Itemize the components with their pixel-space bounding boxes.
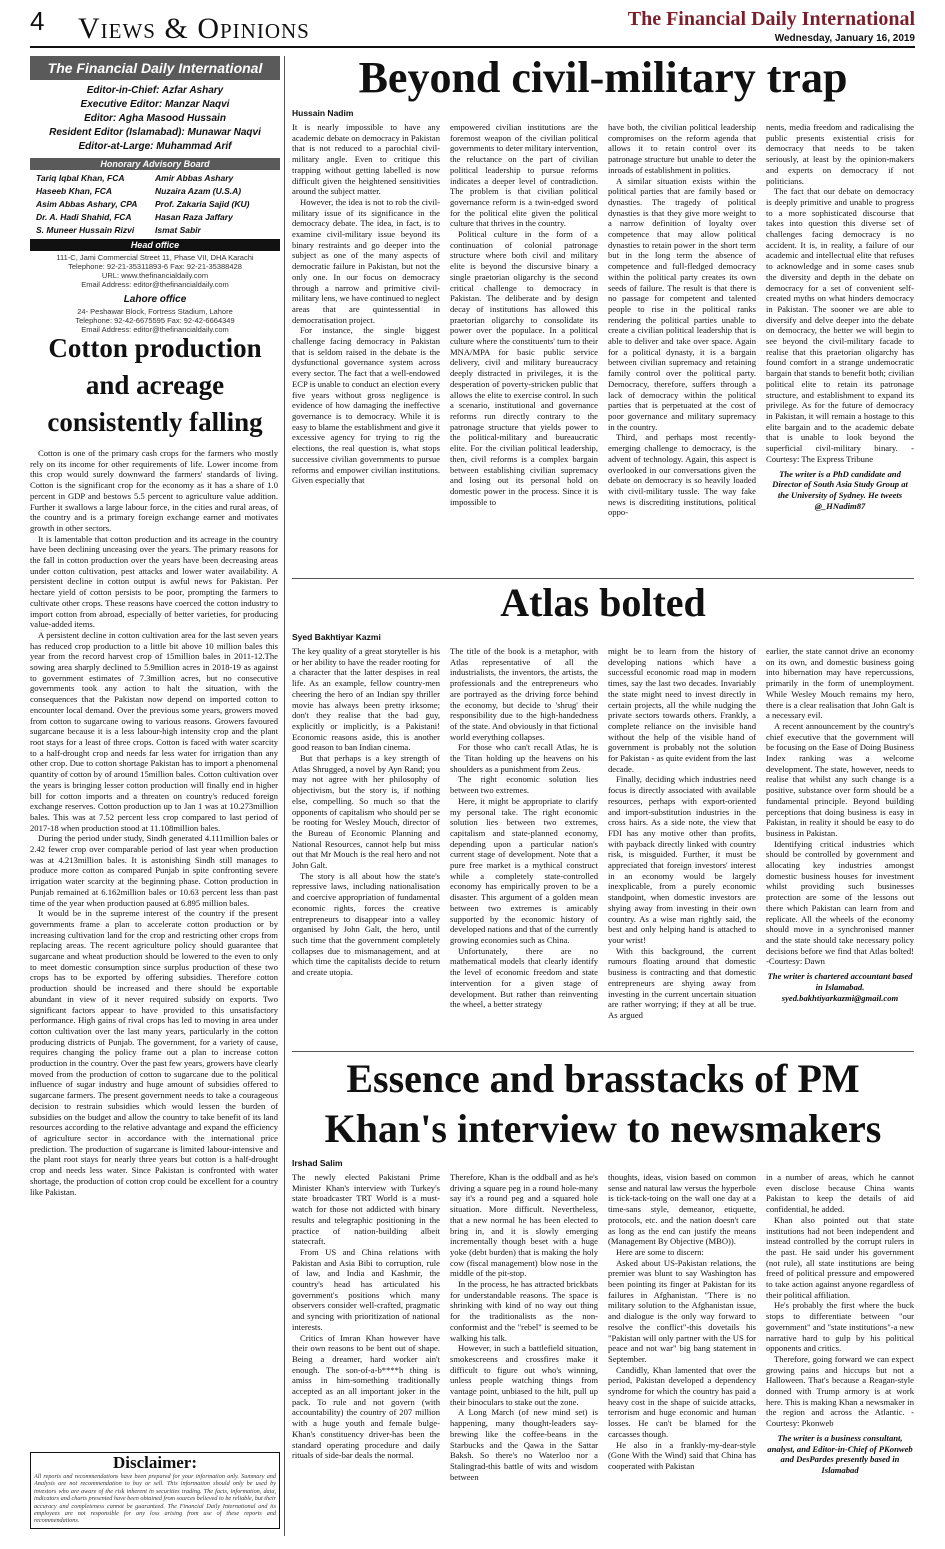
address-line: 24- Peshawar Block, Fortress Stadium, Lahore [77, 307, 233, 316]
paragraph: Candidly, Khan lamented that over the period, Pakistan developed a dependency syndrome for which the country has paid a heavy cost in the shape of suicide attacks, terrorism and huge economic and human losses. He can't be blamed for the carcasses though. [608, 1364, 756, 1439]
paragraph: For those who can't recall Atlas, he is the Titan holding up the heavens on his shoulders as a punishment from Zeus. [450, 742, 598, 774]
article-headline: Atlas bolted [500, 580, 706, 625]
advisor: Haseeb Khan, FCA [36, 186, 113, 196]
masthead-rule [30, 46, 915, 48]
article-column [292, 1172, 440, 1536]
paragraph: Here are some to discern: [616, 1246, 704, 1257]
advisor: Dr. A. Hadi Shahid, FCA [36, 212, 132, 222]
article-column [608, 1172, 756, 1536]
paragraph: Here, it might be appropriate to clarify my personal take. The right economic solution lies between two extremes, capitalism and state-planned economy, depending upon a particular nation's current stage of development. Note that a pure free market is a mythical construct while a completely state-controlled economy has empirically proven to be a disaster. This argument of a golden mean between two extremes is amicably supported by the economic history of developed nations and that of the currently growing economies such as China. [450, 795, 598, 945]
address-line: Email Address: editor@thefinancialdaily.com [81, 280, 229, 289]
address-line: URL: www.thefinancialdaily.com [101, 271, 209, 280]
editor-line: Editor-in-Chief: Azfar Ashary [86, 85, 224, 96]
paragraph: It is lamentable that cotton production and its acreage in the country have been declining unceasing over the years. The primary reasons for the fall in cotton production over the years have been decreasing areas under cotton cultivation, pest attacks and lower water availability. A persistent decline in cotton output is awful news for Pakistan. Per hectare yield of cotton persists to be poor, prompting the farmers to cultivate other crops. These reasons have coerced the cotton industry to import cotton from abroad, especially of better varieties, for producing value-added items. [30, 533, 278, 630]
paragraph: empowered civilian institutions are the foremost weapon of the civilian political governments to deter military intervention, the reluctance on the part of civilian political leadership to pursue reforms indicates a deeper level of contradiction. The problem is that civilian political governance reform is a twin-edged sword for the political elite given the political culture that thrives in the country. [450, 122, 598, 229]
paragraph: However, the idea is not to rob the civil-military issue of its significance in the democracy debate. The idea, in fact, is to examine civil-military issue beyond its binary restraints and go deeper into the subject as one of the many aspects of democratic failure in Pakistan, but not the only one. In our focus on democracy through a narrow and primitive civil-military lens, we have continued to neglect areas that are quintessential in democratisation project. [292, 196, 440, 325]
cotton-body [30, 448, 278, 1197]
paragraph: Third, and perhaps most recently-emerging challenge to democracy, is the advent of technology. Again, this aspect is overlooked in our conversations given the debate on democracy is so heavily loaded with civil-military tussle. The way fake news is discrediting institutions, political oppo- [608, 432, 756, 518]
paragraph: But that perhaps is a key strength of Atlas Shrugged, a novel by Ayn Rand; you may not agree with her philosophy of objectivism, but the story is, if nothing else, compelling. So much so that the opponents of capitalism who should per se be rooting for Wesley Mouch, director of the Bureau of Economic Planning and National Resources, cannot help but miss out that Mr Mouch is the real hero and not John Galt. [292, 753, 440, 871]
advisory-board [30, 170, 280, 239]
address-line: Email Address: editor@thefinancialdaily.com [81, 325, 229, 334]
advisor: Hasan Raza Jaffary [155, 212, 233, 222]
article-column [450, 122, 598, 574]
article-body [292, 646, 914, 1050]
paragraph: From US and China relations with Pakistan and Asia Bibi to corruption, rule of law, and India and Kashmir, the country's head has articulated his government's positions which many observers consider well-crafted, pragmatic and syncing with prioritization of national interests. [292, 1246, 440, 1332]
paragraph: With this background, the current rumours floating around that domestic business is contracting and that domestic entrepreneurs are shying away from investing in the current uncertain situation are rather worrying; if they at all be true. As argued [608, 945, 756, 1020]
advisor: Nuzaira Azam (U.S.A) [155, 186, 242, 196]
paragraph: A recent announcement by the country's chief executive that the government will be focusing on the Ease of Doing Business Index ranking was a welcome development. The state, however, needs to realise that whilst any such change is a positive, substance over form should be a fundamental principle. Beyond building perceptions that doing business is easy in Pakistan, in reality it should be easy to do business in Pakistan. [766, 720, 914, 838]
paragraph: Therefore, going forward we can expect growing pains and hiccups but not a Halloween. That's because a Reagan-style donned with Trump armory is at work here. This is making Khan a newsmaker in the region and across the Atlantic. -Courtesy: Pkonweb [766, 1353, 914, 1429]
paragraph: have both, the civilian political leadership compromises on the reform agenda that allows it to retain control over its patronage structure but unable to deter the inroads of establishment in politics. [608, 122, 756, 175]
paragraph: A similar situation exists within the political parties that are family based or dynasties. The tragedy of political dynasties is that they give more weight to a narrow definition of loyalty over competence that may allow political dynasties to retain power in the short term but in the long term the absence of competence and full-fledged democracy within the political party creates its own seeds of failure. The result is that there is no passage for competent and talented people to rise in the political ranks rendering the political parties unable to create a civilian political leadership that is able to deliver and take over space. Again for a political dynasty, it is a bargain between civilian supremacy and retaining family control over the political party. Democracy, therefore, suffers through a lack of democracy within the political parties that is perpetuated at the cost of poor governance and military supremacy in the country. [608, 175, 756, 432]
article-column [766, 122, 914, 574]
address-line: Telephone: 92-42-6675595 Fax: 92-42-6664349 [75, 316, 235, 325]
address-line: Telephone: 92-21-35311893-6 Fax: 92-21-35388428 [68, 262, 242, 271]
author-note: The writer is a business consultant, analyst, and Editor-in-Chief of PKonweb and DesPardes presently based in Islamabad [767, 1432, 913, 1475]
article-column [292, 646, 440, 1050]
address-line: 111-C, Jami Commercial Street 11, Phase VII, DHA Karachi [56, 253, 254, 262]
staff-box-title: The Financial Daily International [30, 56, 280, 80]
paragraph: During the period under study, Sindh generated 4.111million bales or 2.42 fewer crop over comparable period of last year when production was at 4.213million bales. It is astonishing Sindh still manages to produce more cotton as compared Punjab in spite confronting severe irrigation water scarcity at the beginning phase. Cotton production in Punjab remained at 6.162million bales or 10.63 percent less than past time of the year when production paused at 6.895 million bales. [30, 833, 278, 908]
paragraph: earlier, the state cannot drive an economy on its own, and domestic business going into hibernation may have repercussions, primarily in the form of unemployment. While Wesley Mouch remains my hero, there is a clear realisation that John Galt is a necessary evil. [766, 646, 914, 721]
editor-list [30, 80, 280, 158]
article-byline: Syed Bakhtiyar Kazmi [292, 632, 381, 642]
column-divider [284, 56, 285, 1536]
advisor: Asim Abbas Ashary, CPA [36, 199, 138, 209]
paragraph: Unfortunately, there are no mathematical models that clearly identify the level of economic freedom and state intervention for a given stage of development. But rather than reinventing the wheel, a better strategy [450, 945, 598, 1010]
page-number: 4 [30, 6, 45, 36]
article-column [608, 122, 756, 574]
paragraph: The newly elected Pakistani Prime Minister Khan's interview with Turkey's state broadcaster TRT World is a must-watch for those not addicted with binary results and telegraphic positioning in the practice of nation-building albeit statecraft. [292, 1172, 440, 1247]
editor-line: Executive Editor: Manzar Naqvi [80, 99, 230, 110]
paragraph: Khan also pointed out that state institutions had not been independent and instead controlled by the corrupt rulers in the past. He said under his government (not rule), all state institutions are being freed of political pressure and empowered to take action against anyone regardless of their political affiliation. [766, 1214, 914, 1300]
disclaimer-box [30, 1452, 280, 1529]
editor-line: Editor: Agha Masood Hussain [84, 113, 226, 124]
paragraph: nents, media freedom and radicalising the public presents existential crisis for democracy that needs to be taken seriously, at least by the opinion-makers and experts on democracy if not politicians. [766, 122, 914, 186]
article-headline: Beyond civil-military trap [358, 53, 848, 102]
paragraph: The key quality of a great storyteller is his or her ability to have the reader rooting for a character that the latter despises in real life. As an example, fellow country-men cheering the hero of an Indian spy thriller movie has always been pretty irksome; don't they realise that the bad guy, explicitly or implicitly, is a Pakistani! Economic reasons aside, this is another good reason to ban Indian cinema. [292, 646, 440, 753]
author-note: The writer is a PhD candidate and Director of South Asia Study Group at the University of Sydney. He tweets @_HNadim87 [772, 468, 908, 511]
article-byline: Hussain Nadim [292, 108, 354, 118]
advisor: Tariq Iqbal Khan, FCA [36, 173, 125, 183]
paragraph: For instance, the single biggest challenge facing democracy in Pakistan that is seldom raised in the debate is the dysfunctional governance system across every sector. The fact that a well-endowed ECP is unable to conduct an election every five years without gross negligence is evidence of how damaging the ineffective governance is to democracy. While it is easy to blame the establishment and give it excessive agency for trying to rig the elections, the real question is, what stops successive civilian governments to pursue reforms and empower civilian institutions. Given especially that [292, 325, 440, 486]
advisor: Ismat Sabir [155, 225, 201, 235]
editor-line: Editor-at-Large: Muhammad Arif [78, 141, 232, 152]
paragraph: in a number of areas, which he cannot even disclose because China wants Pakistan to keep the details of aid confidential, he added. [766, 1172, 914, 1215]
advisor: Amir Abbas Ashary [155, 173, 234, 183]
paragraph: The fact that our debate on democracy is deeply primitive and unable to progress to a more sophisticated discourse that takes into question this diverse set of challenges facing democracy is no accident. It is, in reality, a failure of our academic and intellectual elite that refuses to acknowledge and in some cases snub the diversity and depth in the debate on democracy for a set of convenient self-created myths on what hinders democracy in Pakistan. The sooner we are able to diversify and delve deeper into the debate on democracy, the better we will begin to see beyond the civil-military facade to realise that this praetorian oligarchy has found comfort in a strange undemocratic bargain that stands to benefit both; civilian political elite to retain its patronage structure, and establishment to expand its privilege. As for the future of democracy in Pakistan, it will remain a hostage to this elite bargain and to the academic debate that is unable to look beyond the superficial civil-military binary. - Courtesy: The Express Tribune [766, 186, 914, 464]
disclaimer-text: All reports and recommendations have been prepared for your information only. Summary and Analysis are not recommendation to buy or sell. This information should only be used by investors who are aware of the risk inherent in securities trading. The facts, information, data, indicators and charts presented have been obtained from sources believed to be reliable, but their accuracy and completeness cannot be guaranteed. The Financial Daily International and its employees are not responsible for any loss arising from use of these reports and recommendations. [34, 1473, 276, 1525]
paragraph: The title of the book is a metaphor, with Atlas representative of all the industrialists, the inventors, the artists, the professionals and the entrepreneurs who are portrayed as the driving force behind the economy, but decide to 'shrug' their responsibility due to the high-handedness of the state. And obviously in that fictional world everything collapses. [450, 646, 598, 742]
lahore-office-title: Lahore office [123, 294, 187, 305]
paragraph: It is nearly impossible to have any academic debate on democracy in Pakistan that is not reduced to a parochial civil-military angle. Even to critique this trapping without getting labelled is now difficult given the heightened sensitivities around the subject matter. [292, 122, 440, 197]
paragraph: might be to learn from the history of developing nations which have a successful economic road map in modern times, say the last two decades. Invariably the state might need to invest directly in certain projects, all the while nudging the private sectors towards others. Frankly, a complete reliance on the invisible hand without the help of the visible hand of government is probably not the solution for Pakistan - as quite evident from the last decade. [608, 646, 756, 774]
article-column [450, 646, 598, 1050]
advisor: Prof. Zakaria Sajid (KU) [155, 199, 250, 209]
advisory-title: Honorary Advisory Board [30, 158, 280, 170]
article-column [608, 646, 756, 1050]
staff-box [30, 56, 280, 336]
paragraph: He's probably the first where the buck stops to differentiate between "our government" and "state institutions"-a new narrative hard to gulp by his political opponents and critics. [766, 1300, 914, 1354]
article-body [292, 1172, 914, 1536]
paragraph: Asked about US-Pakistan relations, the premier was blunt to say Washington has been pointing its finger at Pakistan for its failures in Afghanistan. "There is no military solution to the Afghanistan issue, and dialogue is the only way forward to resolve the conflict"-this dovetails his "Pakistan will only partner with the US for peace and not war" big bang statement in September. [608, 1257, 756, 1364]
section-title: Views & Opinions [78, 12, 310, 45]
paper-date: Wednesday, January 16, 2019 [774, 33, 915, 44]
paragraph: Cotton is one of the primary cash crops for the farmers who mostly rely on its income for other requirements of life. Lower income from this crop would surely downward the farmers' standards of living. Cotton is the significant crop for the economy as it has a share of 1.0 percent in GDP and bestows 5.5 percent to agriculture value addition. Further it swallows a large labour force, in the cities and rural areas, of the country and is a primary foreign exchange earner and motivates growth in other sectors. [30, 448, 278, 533]
article-column [450, 1172, 598, 1536]
paragraph: The story is all about how the state's repressive laws, including nationalisation and coercive appropriation of fundamental economic rights, forces the creative entrepreneurs to disappear into a valley organised by John Galt, the hero, until such time that the government completely collapses due to mismanagement, and at which time the capitalists decide to return and create utopia. [292, 870, 440, 978]
article-body [292, 122, 914, 574]
paragraph: He also in a frankly-my-dear-style (Gone With the Wind) said that China has cooperated with Pakistan [608, 1439, 756, 1471]
article-column [766, 646, 914, 1050]
advisor: S. Muneer Hussain Rizvi [36, 225, 135, 235]
paragraph: However, in such a battlefield situation, smokescreens and crossfires make it difficult to figure out who's winning, unless people watching things from vantage point, unbiased to the hilt, pull up their binoculars to stake out the zone. [450, 1343, 598, 1407]
paragraph: A persistent decline in cotton cultivation area for the last seven years has reduced crop production to a little bit above 10 million bales this year from the record harvest crop of 15million bales in 2011-12.The sowing area sharply declined to 5.9million acres in 2018-19 as against to government estimates of 7.3million acres, but no consecutive governments took any action to halt the situation, with the consequences that the Pakistan now depend on imported cotton to encounter local demand. Over the previous some years, growers moved from cotton to sugarcane owing to various reasons. Growers favoured sugarcane because it is a less labour-high intensity crop and the plant root stays for a least of three crops. Cotton is faced with water scarcity to a half-drought crop and needs far less water for irrigation than any other crop. Due to cotton shortage Pakistan has to import a phenomenal quantity of cotton by of around 15million bales. Cotton cultivation over the years is bringing lesser cotton production will finally end in higher bill for cotton imports and a threaten on country's reduced foreign exchange reserves. Cotton production up to Jan 1 was at 10.273million bales. This was at 7.52 percent less crop compared to last period of 2017-18 when production stood at 11.108million bales. [30, 629, 278, 833]
paper-name: The Financial Daily International [627, 8, 915, 30]
article-divider [292, 1051, 914, 1052]
paragraph: Political culture in the form of a continuation of colonial patronage structure where both civil and military elite is beyond the discursive binary a single praetorian oligarchy is the second critical challenge to democracy in Pakistan. The deliberate and by design decay of institutions has allowed this praetorian oligarchy to consolidate its power over the populace. In a political culture where the constituents' turn to their MNA/MPA for basic public service delivery, civil and military bureaucracy deeply distracted in privileges, it is the desperation of poverty-stricken public that allows the elite to exercise control. In such a scenario, institutional and governance reforms run directly contrary to the patronage structure that yields power to the political-military and bureaucratic elite. For the civilian political leadership, then, civil reforms is a complex bargain between establishing civilian supremacy and losing out its personal hold on domestic power in the process. Since it is impossible to [450, 229, 598, 507]
paragraph: thoughts, ideas, vision based on common sense and natural law versus the hyperbole is tick-tack-toing on the wall one day at a time-sans style, demeanor, etiquette, protocols, etc. and the nation doesn't care as long as the end can justify the means (Management By Objective (MBO)). [608, 1172, 756, 1247]
article-column [292, 122, 440, 574]
author-note: The writer is chartered accountant based in Islamabad. syed.bakhtiyarkazmi@gmail.com [767, 971, 913, 1003]
paragraph: Identifying critical industries which should be controlled by government and allocating key industries amongst domestic business houses for investment whilst providing such businesses protection are some of the lessons out there which Pakistan can learn from and replicate. All the wheels of the economy should move in a synchronised manner and the state should take necessary policy decisions before we find that Atlas bolted! -Courtesy: Dawn [766, 838, 914, 967]
paragraph: Finally, deciding which industries need focus is directly associated with available resources, perhaps with export-oriented and import-substitution industries in the cross hairs. As a side note, the view that FDI has any motive other than profits, with payback directly linked with country risk, is misguided. Further, it must be appreciated that foreign investors' interest in an economy would be largely inexplicable, from a purely economic standpoint, when domestic investors are shying away from investing in their own country. As a wise man rightly said, the best and only helping hand is attached to your wrist! [608, 774, 756, 945]
paragraph: Critics of Imran Khan however have their own reasons to be bent out of shape. Being a dreamer, hard worker ain't enough. The son-of-a-b****h thing is amiss in him-something traditionally accepted as an all important joker in the pack. To rule and not govern (with accountability) the country of 207 million with a huge youth and female bulge-Khan's constituency driver-has been the standard operating procedure and daily rituals of side-bar deals the normal. [292, 1332, 440, 1461]
paragraph: It would be in the supreme interest of the country if the present governments frame a plan to accelerate cotton production or by increasing cultivation land for the crop and restricting other crops from replacing areas. The recent agriculture policy should guarantee that sugarcane and wheat production should be lowered to the even to only to meet domestic consumption since surplus production of these two crops has to be exported by offering subsidies. Therefore cotton production should be increased and there should be exportable abundant in view of it never required subsidy on exports. Two significant factors appear to have provided to this unsatisfactory performance. High gains of rival crops has led to moving in area under cotton cultivation over the last many years, particularly in the cotton producing districts of Punjab. The government, for a variety of cause, requires changing the policy frame out a plan to increase cotton production in the country. Over the past few years, growers have clearly moved from the production of cotton to sugarcane due to the political influence of sugar industry and huge amount of subsidies offered to sugarcane farmers. The present government needs to take a courageous decision to restrain subsidies which would lessen the burden of subsidies on the budget and allow the country to take benefit of its land resources according to the relative advantage and expand the efficiency of agriculture sector in accordance with the international price prediction. The production of sugarcane is limited labour-intensive and the plant root stays for nearly three years but cotton is a half-drought crop and needs less water. Since Pakistan is confronted with water shortage, the production of cotton crop could be excellent for a country like Pakistan. [30, 908, 278, 1197]
paragraph: The right economic solution lies between two extremes. [450, 774, 598, 796]
article-headline: Essence and brasstacks of PM Khan's interview to newsmakers [324, 1056, 882, 1151]
paragraph: A Long March (of new mind set) is happening, many thought-leaders say-brewing like the coffee-beans in the Starbucks and the Qawa in the Sattar Baksh. So there's no Waterloo nor a Stalingrad-this battle of wits and wisdom between [450, 1407, 598, 1482]
article-column [766, 1172, 914, 1536]
disclaimer-title: Disclaimer: [112, 1453, 198, 1472]
paragraph: Therefore, Khan is the oddball and as he's driving a square peg in a round hole-many say it's a round peg and a squared hole situation. More difficult. Nevertheless, that a new normal he has been elected to bring in, and it is slowly emerging incrementally though beset with a huge yoke (debt burden) that is making the holy cow (fiscal management) blow nose in the middle of the pit-stop. [450, 1172, 598, 1279]
paragraph: In the process, he has attracted brickbats for understandable reasons. The space is shrinking with kind of no way out thing for the traditionalists as the non-conformist and the "rebel" is seemed to be walking his talk. [450, 1279, 598, 1343]
article-byline: Irshad Salim [292, 1158, 343, 1168]
editor-line: Resident Editor (Islamabad): Munawar Naqvi [49, 127, 261, 138]
head-office-address [30, 251, 280, 291]
cotton-headline: Cotton production and acreage consistently falling [47, 333, 263, 437]
head-office-title: Head office [30, 239, 280, 251]
